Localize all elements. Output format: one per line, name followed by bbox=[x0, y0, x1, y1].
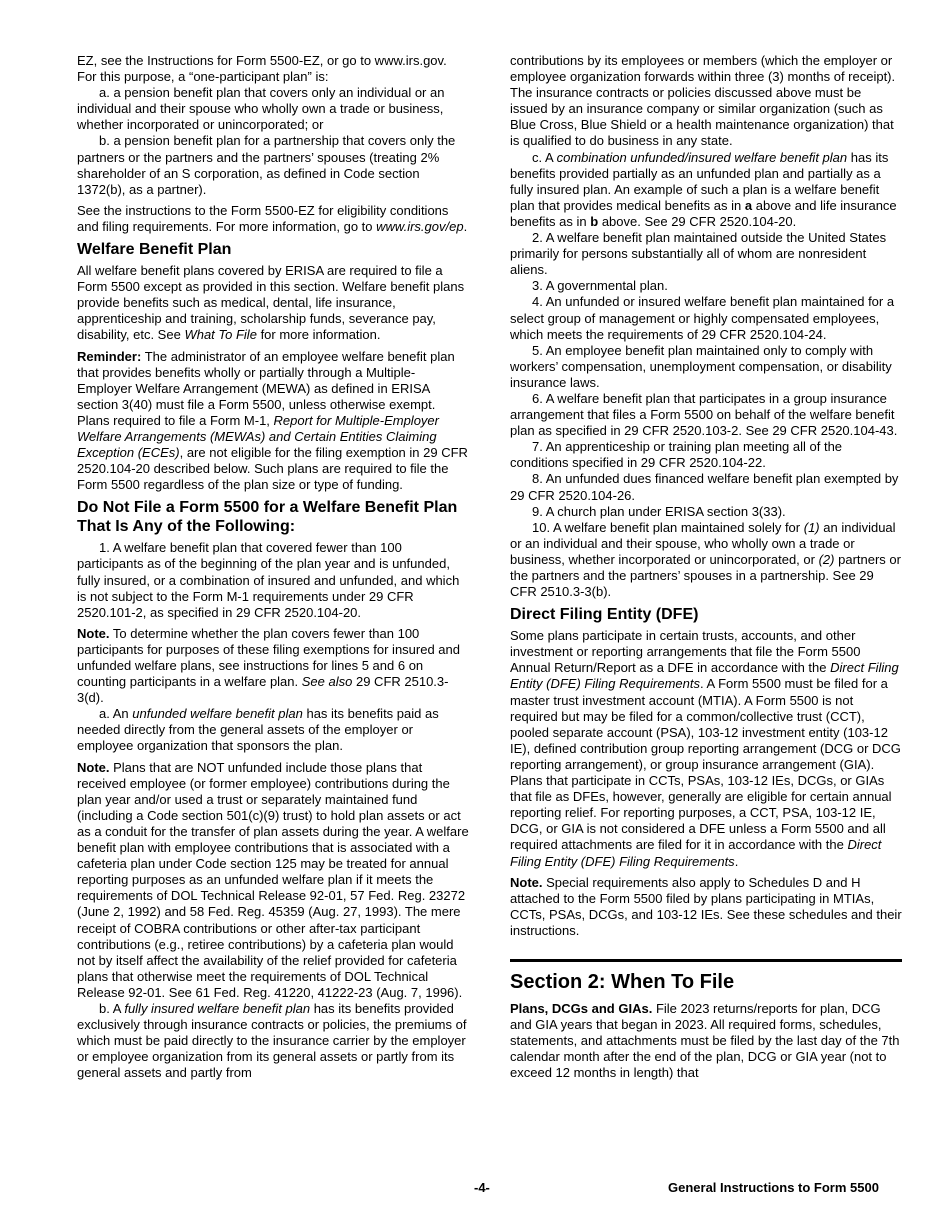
list-item: b. a pension benefit plan for a partnership that covers only the partners or the partners and the partners’ spouses (treating 2% shareholder of an S corporation, as defined in Code section 1372(b), as a partner). bbox=[77, 133, 456, 197]
paragraph: All welfare benefit plans covered by ERISA are required to file a Form 5500 except as provided in this section. Welfare benefit plans provide benefits such as medical, dental, life insurance, apprenticeship and training, scholarship funds, severance pay, disability, etc. See What To File for more information. bbox=[77, 263, 465, 343]
section-heading: Direct Filing Entity (DFE) bbox=[510, 606, 699, 624]
list-item: 1. A welfare benefit plan that covered fewer than 100 participants as of the beginning of the plan year and is unfunded, fully insured, or a combination of insured and unfunded, and which is not subject to the Form M-1 requirements under 29 CFR 2520.101-2, as specified in 29 CFR 2520.104-20. bbox=[77, 540, 460, 620]
list-item: a. An unfunded welfare benefit plan has its benefits paid as needed directly from the general assets of the employer or employee organization that sponsors the plan. bbox=[77, 706, 439, 754]
right-column bbox=[510, 53, 902, 1086]
paragraph: EZ, see the Instructions for Form 5500-EZ, or go to www.irs.gov. For this purpose, a “one-participant plan” is: bbox=[77, 53, 447, 85]
note-paragraph: Note. To determine whether the plan covers fewer than 100 participants for purposes of these filing exemptions for insured and unfunded welfare plans, see instructions for lines 5 and 6 on counting participants in a welfare plan. See also 29 CFR 2510.3-3(d). bbox=[77, 625, 460, 706]
section-heading: Do Not File a Form 5500 for a Welfare Benefit Plan That Is Any of the Following: bbox=[77, 499, 458, 536]
list-item: 8. An unfunded dues financed welfare benefit plan exempted by 29 CFR 2520.104-26. bbox=[510, 471, 899, 503]
list-item: 9. A church plan under ERISA section 3(33). bbox=[532, 503, 786, 519]
paragraph: See the instructions to the Form 5500-EZ for eligibility conditions and filing requirements. For more information, go to www.irs.gov/ep. bbox=[77, 202, 468, 234]
paragraph: Some plans participate in certain trusts, accounts, and other investment or reporting arrangements that file the Form 5500 Annual Return/Report as a DFE in accordance with the Direct Filing Entity (DFE) Filing Requirements. A Form 5500 must be filed for a master trust investment account (MTIA). A Form 5500 is not required but may be filed for a common/collective trust (CCT), pooled separate account (PSA), 103-12 investment entity (103-12 IE), defined contribution group reporting arrangement (DCG or DCG reporting arrangement), or group insurance arrangement (GIA). Plans that participate in CCTs, PSAs, 103-12 IEs, DCGs, or GIAs that file as DFEs, however, generally are eligible for certain annual reporting relief. For reporting purposes, a CCT, PSA, 103-12 IE, DCG, or GIA is not considered a DFE unless a Form 5500 and all required attachments are filed for it in accordance with the Direct Filing Entity (DFE) Filing Requirements. bbox=[510, 628, 901, 869]
note-paragraph: Note. Special requirements also apply to Schedules D and H attached to the Form 5500 filed by plans participating in MTIAs, CCTs, PSAs, DCGs, and 103-12 IEs. See these schedules and their instructions. bbox=[510, 874, 902, 938]
page-number: -4- bbox=[474, 1180, 490, 1195]
paragraph: contributions by its employees or members (which the employer or employee organization forwards within three (3) months of receipt). The insurance contracts or policies discussed above must be issued by an insurance company or similar organization (such as Blue Cross, Blue Shield or a health maintenance organization) that is qualified to do business in any state. bbox=[510, 53, 896, 149]
list-item: 6. A welfare benefit plan that participates in a group insurance arrangement that files a Form 5500 on behalf of the welfare benefit plan as specified in 29 CFR 2520.103-2. See 29 CFR 2520.104-43. bbox=[510, 390, 898, 439]
list-item: c. A combination unfunded/insured welfare benefit plan has its benefits provided partially as an unfunded plan and partially as a fully insured plan. An example of such a plan is a welfare benefit plan that provides medical benefits as in a above and life insurance benefits as in b above. See 29 CFR 2520.104-20. bbox=[510, 149, 897, 229]
list-item: 3. A governmental plan. bbox=[532, 278, 668, 294]
link[interactable]: www.irs.gov/ep bbox=[376, 218, 464, 234]
left-column bbox=[77, 53, 469, 1081]
section-title: Section 2: When To File bbox=[510, 970, 735, 993]
list-item: 5. An employee benefit plan maintained only to comply with workers’ compensation, unemployment compensation, or disability insurance laws. bbox=[510, 342, 892, 390]
paragraph: Plans, DCGs and GIAs. File 2023 returns/reports for plan, DCG and GIA years that began in 2023. All required forms, schedules, statements, and attachments must be filed by the last day of the 7th calendar month after the end of the plan, DCG or GIA year (not to exceed 12 months in length) that bbox=[510, 1000, 900, 1081]
section-divider bbox=[510, 959, 902, 962]
list-item: 2. A welfare benefit plan maintained outside the United States primarily for persons substantially all of whom are nonresident aliens. bbox=[510, 230, 887, 278]
list-item: a. a pension benefit plan that covers only an individual or an individual and their spouse who wholly own a trade or business, whether incorporated or unincorporated; or bbox=[77, 85, 445, 133]
section-heading: Welfare Benefit Plan bbox=[77, 241, 232, 259]
list-item: 4. An unfunded or insured welfare benefit plan maintained for a select group of management or highly compensated employees, which meets the requirements of 29 CFR 2520.104-24. bbox=[510, 294, 895, 342]
reminder-paragraph: Reminder: The administrator of an employee welfare benefit plan that provides benefits wholly or partially through a Multiple-Employer Welfare Arrangement (MEWA) as defined in ERISA section 3(40) must file a Form 5500, unless otherwise exempt. Plans required to file a Form M-1, Report for Multiple-Employer Welfare Arrangements (MEWAs) and Certain Entities Claiming Exception (ECEs), are not eligible for the filing exemption in 29 CFR 2520.104-20 described below. Such plans are required to file the Form 5500 regardless of the plan size or type of funding. bbox=[77, 348, 468, 493]
note-paragraph: Note. Plans that are NOT unfunded include those plans that received employee (or former employee) contributions during the plan year and/or used a trust or separately maintained fund (including a Code section 501(c)(9) trust) to hold plan assets or act as a conduit for the transfer of plan assets during the year. A welfare benefit plan with employee contributions that is associated with a cafeteria plan under Code section 125 may be treated for annual reporting purposes as an unfunded welfare plan if it meets the requirements of DOL Technical Release 92-01, 57 Fed. Reg. 23272 (June 2, 1992) and 58 Fed. Reg. 45359 (Aug. 27, 1993). The mere receipt of COBRA contributions or other after-tax participant contributions (e.g., retiree contributions) by a cafeteria plan would not by itself affect the availability of the relief provided for cafeteria plans that otherwise meet the requirements of DOL Technical Release 92-01. See 61 Fed. Reg. 41220, 41222-23 (Aug. 7, 1996). bbox=[77, 759, 469, 1000]
footer-title: General Instructions to Form 5500 bbox=[668, 1180, 879, 1195]
list-item: 10. A welfare benefit plan maintained solely for (1) an individual or an individual and their spouse, who wholly own a trade or business, whether incorporated or unincorporated, or (2) partners or the partners and the partners’ spouses in a partnership. See 29 CFR 2510.3-3(b). bbox=[510, 519, 901, 600]
list-item: 7. An apprenticeship or training plan meeting all of the conditions specified in 29 CFR 2520.104-22. bbox=[510, 439, 843, 471]
list-item: b. A fully insured welfare benefit plan has its benefits provided exclusively through insurance contracts or policies, the premiums of which must be paid directly to the insurance carrier by the employer or employee organization from its general assets or partly from its general assets and partly from bbox=[77, 1000, 467, 1081]
